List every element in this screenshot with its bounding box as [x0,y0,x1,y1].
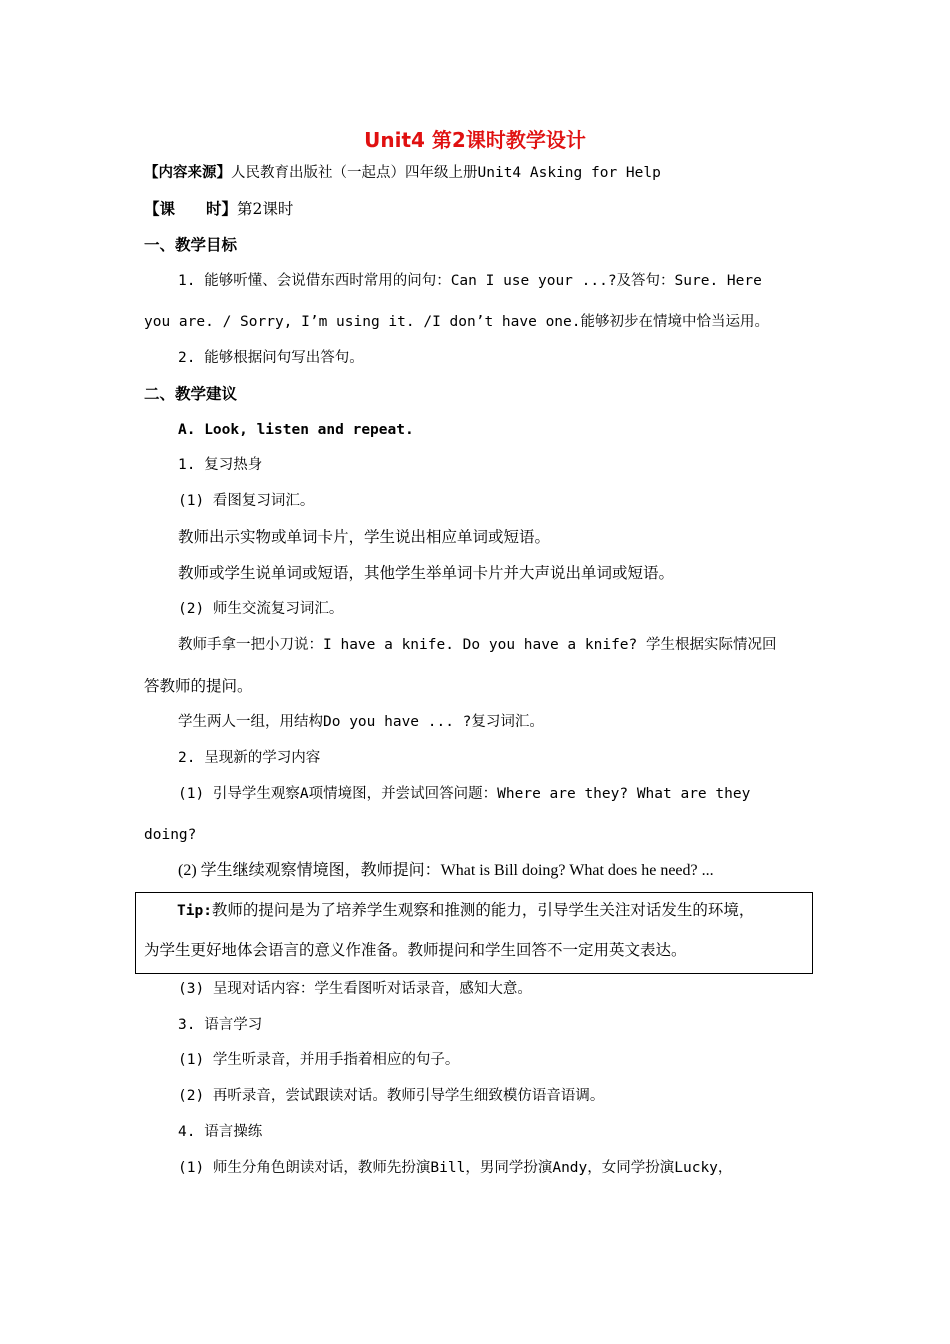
step-2-heading: 2. 呈现新的学习内容 [178,750,321,766]
section-heading-objectives: 一、教学目标 [144,236,238,254]
step-2-2: (2) 学生继续观察情境图，教师提问：What is Bill doing? What does he need? ... [178,862,714,879]
content-source-value: 人民教育出版社（一起点）四年级上册Unit4 Asking for Help [231,165,661,181]
class-period [144,199,293,219]
step-1-heading: 1. 复习热身 [178,457,263,473]
step-2-3: (3) 呈现对话内容：学生看图听对话录音，感知大意。 [178,981,532,997]
section-heading-suggestions: 二、教学建议 [144,385,238,403]
objective-1-line1: 1. 能够听懂、会说借东西时常用的问句：Can I use your ...?及答句：Sure. Here [178,273,762,289]
tip-label: Tip: [177,903,212,919]
step-1-2-a-line1: 教师手拿一把小刀说：I have a knife. Do you have a knife? 学生根据实际情况回 [178,637,777,653]
step-4-1: (1) 师生分角色朗读对话，教师先扮演Bill，男同学扮演Andy，女同学扮演Lucky， [178,1160,733,1176]
step-3-1: (1) 学生听录音，并用手指着相应的句子。 [178,1052,460,1068]
step-1-1-b: 教师或学生说单词或短语，其他学生举单词卡片并大声说出单词或短语。 [178,564,675,582]
step-2-1-line2: doing? [144,827,197,843]
tip-text-1: 教师的提问是为了培养学生观察和推测的能力，引导学生关注对话发生的环境， [211,901,755,919]
step-1-1: (1) 看图复习词汇。 [178,493,315,509]
step-1-2: (2) 师生交流复习词汇。 [178,601,344,617]
step-1-2-b: 学生两人一组，用结构Do you have ... ?复习词汇。 [178,714,544,730]
content-source-label: 【内容来源】 [144,165,231,181]
step-1-2-a-line2: 答教师的提问。 [144,677,253,695]
tip-box [135,892,813,974]
tip-line2: 为学生更好地体会语言的意义作准备。教师提问和学生回答不一定用英文表达。 [144,941,687,959]
document-title: Unit4 第2课时教学设计 [364,128,586,152]
tip-line1 [177,900,754,921]
step-2-1-line1: (1) 引导学生观察A项情境图，并尝试回答问题：Where are they? What are they [178,786,751,802]
step-4-heading: 4. 语言操练 [178,1124,263,1140]
subsection-a-heading: A. Look, listen and repeat. [178,422,414,438]
objective-2: 2. 能够根据问句写出答句。 [178,350,364,366]
content-source [144,163,661,183]
objective-1-line2: you are. / Sorry, I’m using it. /I don’t have one.能够初步在情境中恰当运用。 [144,314,769,330]
step-3-2: (2) 再听录音，尝试跟读对话。教师引导学生细致模仿语音语调。 [178,1088,605,1104]
class-period-label: 【课 时】 [144,200,238,218]
step-3-heading: 3. 语言学习 [178,1017,263,1033]
step-1-1-a: 教师出示实物或单词卡片，学生说出相应单词或短语。 [178,528,551,546]
class-period-value: 第2课时 [237,200,294,218]
